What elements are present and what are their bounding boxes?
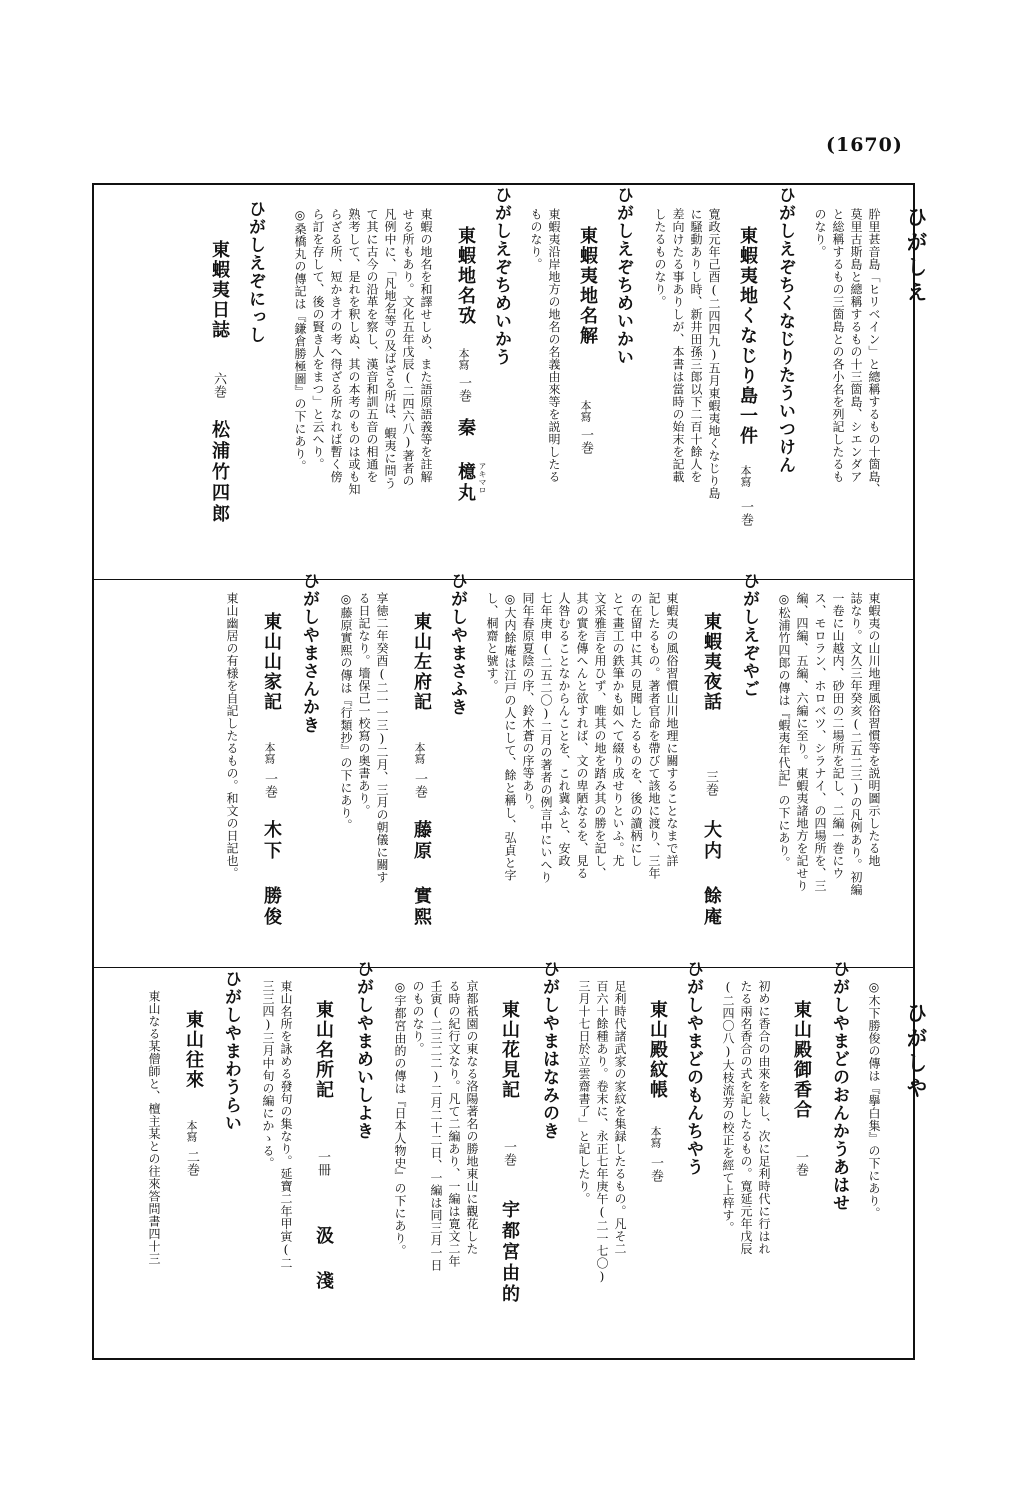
entry-body-line: 凡例中に、「凡地名等の及ばざる所は、蝦夷に問う <box>383 208 397 490</box>
entry-note: 本寫 <box>413 742 426 764</box>
entry-body-line: せる所もあり。文化五年戊辰(二四六八)著者の <box>401 208 415 487</box>
entry-body-line: ◎桑橋丸の傳記は『鎌倉勝極圖』の下にあり。 <box>293 208 307 473</box>
continued-line: ◎松浦竹四郎の傳は『蝦夷年代記』の下にあり。 <box>777 592 791 869</box>
continued-line: ス、モロラン、ホロベツ、シラナイ、の四場所を、三 <box>813 592 827 892</box>
page-number: (1670) <box>826 134 903 156</box>
entry-body-line: 寛政元年己酉(二四四九)五月東蝦夷地くなじり島 <box>707 208 721 500</box>
entry-body-line: 東蝦夷の風俗習慣山川地理に關することなまで詳 <box>665 592 679 867</box>
entry-volume: 一巻 <box>501 1140 516 1166</box>
entry-body-line: 東山幽居の有様を自記したるもの。和文の日記也。 <box>225 592 239 880</box>
entry-note: 本寫 <box>579 400 592 422</box>
entry-volume: 一巻 <box>793 1150 808 1176</box>
continued-line: 一卷に山越内、砂田の二場所を記し、二編一巻にウ <box>831 592 845 880</box>
entry-heading: ひがしやまどのもんちやう <box>683 960 703 1176</box>
entry-body-line: のものなり。 <box>411 980 425 1055</box>
entry-title: 東山殿御香合 <box>791 1000 812 1120</box>
entry-volume: 一巻 <box>738 500 753 526</box>
entry-body-line: 東山名所を詠める發句の集なり。延寶二年甲寅(二 <box>279 980 293 1270</box>
entry-title: 東山山家記 <box>261 612 282 712</box>
entry-heading: ひがしえぞちくなじりたういつけん <box>775 186 795 474</box>
entry-body-line: 熟考して、是れを釈しぬ、其の本考のものは或も知 <box>347 208 361 496</box>
entry-volume: 一巻 <box>648 1156 663 1182</box>
entry-body-line: 足利時代諸武家の家紋を集録したるもの。凡そ二 <box>613 980 627 1255</box>
entry-title: 東蝦地名攷 <box>455 226 476 326</box>
entry-title: 東山花見記 <box>499 1000 520 1100</box>
entry-body-line: 人咎むることなからんことを、これ冀ふと、安政 <box>557 592 571 867</box>
section-divider-bottom <box>94 967 913 968</box>
lead-line: 肸里甚音島「ヒリベイン」と總稱するもの十箇島、 <box>867 208 881 496</box>
side-label-higashie: ひがしえ <box>904 206 929 306</box>
entry-volume: 一巻 <box>412 772 427 798</box>
entry-heading: ひがしえぞやご <box>739 572 759 698</box>
side-label-higashiya: ひがしや <box>904 1002 929 1102</box>
entry-body-line: 東山なる某僧師と、檀主某との往來答問書四十三 <box>147 990 161 1265</box>
entry-body-line: る日記なり。墻保己一校寫の奥書あり。 <box>357 592 371 817</box>
entry-body-line: ◎宇都宮由的の傳は『日本人物史』の下にあり。 <box>393 980 407 1257</box>
lead-line: と総稱するもの三箇島との各小名を列記したるも <box>831 208 845 483</box>
entry-author: 汲 淺 <box>313 1226 334 1292</box>
entry-author: 藤原 實熙 <box>411 820 432 928</box>
entry-body-line: て其に古今の沿革を察し、漢音和訓五音の相通を <box>365 208 379 483</box>
entry-body-line: (二四〇八)大枝流芳の校正を經て上梓す。 <box>721 980 735 1234</box>
entry-title: 東蝦夷地名解 <box>577 226 598 346</box>
entry-body-line: ら訂を存して、後の賢き人をまつ」と云へり。 <box>311 208 325 471</box>
entry-volume: 二巻 <box>184 1150 199 1176</box>
entry-author: 木下 勝俊 <box>261 820 282 928</box>
entry-volume: 三巻 <box>703 770 718 796</box>
entry-body-line: 三月十七日於立雲齋書了」と記したり。 <box>577 980 591 1205</box>
entry-volume: 一巻 <box>578 428 593 454</box>
continued-line: 誌なり。文久三年癸亥(二五二三)の凡例あり。初編 <box>849 592 863 896</box>
section-divider-top <box>94 579 913 580</box>
entry-heading: ひがしやまはなみのき <box>539 960 559 1140</box>
entry-body-line: 其の實を傳へんと欲すれば、文の卑陋なるを、見る <box>575 592 589 880</box>
entry-body-line: 初めに香合の由來を敍し、次に足利時代に行はれ <box>757 980 771 1255</box>
entry-heading: ひがしえぞちめいかい <box>613 186 633 366</box>
entry-title: 東山殿紋帳 <box>647 1000 668 1100</box>
entry-body-line: 京都祇園の東なる洛陽著名の勝地東山に觀花した <box>465 980 479 1255</box>
entry-heading: ひがしやまどのおんかうあはせ <box>829 960 849 1212</box>
entry-heading: ひがしやまわうらい <box>221 970 241 1132</box>
entry-body-line: 三三四)三月中旬の編にかゝる。 <box>261 980 275 1170</box>
author-ruby: アキマロ <box>478 462 487 494</box>
entry-body-line: 七年庚申(二五二〇)二月の著者の例言中にいへり <box>539 592 553 884</box>
entry-note: 本寫 <box>739 465 752 487</box>
lead-line: 莫里古斯島と總稱するもの十三箇島、シエンダア <box>849 208 863 483</box>
entry-volume: 一巻 <box>262 772 277 798</box>
entry-note: 本寫 <box>185 1120 198 1142</box>
entry-heading: ひがしえぞにっし <box>245 200 265 344</box>
entry-note: 本寫 <box>649 1126 662 1148</box>
entry-title: 東蝦夷地くなじり島一件 <box>737 226 758 446</box>
entry-note: 本寫 <box>457 348 470 370</box>
entry-body-line: 百六十餘種あり。卷末に、永正七年庚午(二一七〇) <box>595 980 609 1284</box>
continued-line: 東蝦夷の山川地理風俗習慣等を説明圖示したる地 <box>867 592 881 867</box>
entry-body-line: ものなり。 <box>529 208 543 271</box>
entry-body-line: 東蝦の地名を和譯せしめ、また語原語義等を註解 <box>419 208 433 483</box>
entry-body-line: たる兩名香合の式を記したるもの。寛延元年戊辰 <box>739 980 753 1255</box>
entry-body-line: 同年春原夏陰の序、鈴木蒼の序等あり。 <box>521 592 535 817</box>
entry-note: 本寫 <box>263 742 276 764</box>
entry-title: 東山左府記 <box>411 612 432 712</box>
entry-heading: ひがしえぞちめいかう <box>491 186 511 366</box>
entry-author: 秦 <box>455 418 476 439</box>
entry-body-line: 差向けたる事ありしが、本書は當時の始末を記載 <box>671 208 685 483</box>
lead-line: のなり。 <box>813 208 827 258</box>
entry-body-line: したるものなり。 <box>653 208 667 308</box>
entry-title: 東山名所記 <box>313 1000 334 1100</box>
entry-body-line: らざる所、短かき才の考へ得ざる所なれば暫く傍 <box>329 208 343 483</box>
entry-body-line: に騒動ありし時、新井田孫三郎以下二百十餘人を <box>689 208 703 483</box>
entry-title: 東山往來 <box>183 1010 204 1090</box>
entry-body-line: し、桐齋と號す。 <box>485 592 499 692</box>
entry-body-line: 記したるもの。著者官命を帶びて該地に渡り、三年 <box>647 592 661 880</box>
entry-body-line: 東蝦夷沿岸地方の地名の名義由來等を説明したる <box>547 208 561 483</box>
entry-author: 宇都宮由的 <box>499 1200 520 1305</box>
entry-body-line: とて畫工の鉄筆かも如へて綴り成せりといふ。尤 <box>611 592 625 867</box>
entry-author: 檍丸 <box>455 462 476 504</box>
entry-volume: 一巻 <box>456 376 471 402</box>
entry-title: 東蝦夷日誌 <box>209 240 230 340</box>
entry-body-line: 享徳二年癸酉(二一一三)二月、三月の朝儀に關す <box>375 592 389 884</box>
entry-heading: ひがしやまさんかき <box>299 572 319 734</box>
continued-line: ◎木下勝俊の傳は『擧白集』の下にあり。 <box>867 980 881 1220</box>
entry-body-line: ◎大内餘庵は江戸の人にして、餘と稱し、弘貞と字 <box>503 592 517 882</box>
entry-body-line: 文采雅言を用ひず、唯其の地を踏み其の勝を記し、 <box>593 592 607 880</box>
entry-volume: 六巻 <box>211 372 226 398</box>
entry-body-line: ◎藤原實熙の傳は『行類抄』の下にあり。 <box>339 592 353 832</box>
entry-heading: ひがしやまめいしよき <box>353 960 373 1140</box>
entry-body-line: 壬寅(二三二二)二月二十二日、一編は同三月一日 <box>429 980 443 1272</box>
entry-volume: 一冊 <box>315 1150 330 1176</box>
entry-author: 松浦竹四郎 <box>209 420 230 525</box>
entry-heading: ひがしやまさふき <box>447 572 467 716</box>
entry-title: 東蝦夷夜話 <box>701 612 722 712</box>
entry-body-line: る時の紀行文なり。凡て二編あり、一編は寛文二年 <box>447 980 461 1268</box>
continued-line: 編、四編、五編、六編に至り。東蝦夷諸地方を記せり <box>795 592 809 892</box>
entry-author: 大内 餘庵 <box>701 820 722 928</box>
entry-body-line: の在留中に其の見聞したるものを、後の讀柄にし <box>629 592 643 867</box>
